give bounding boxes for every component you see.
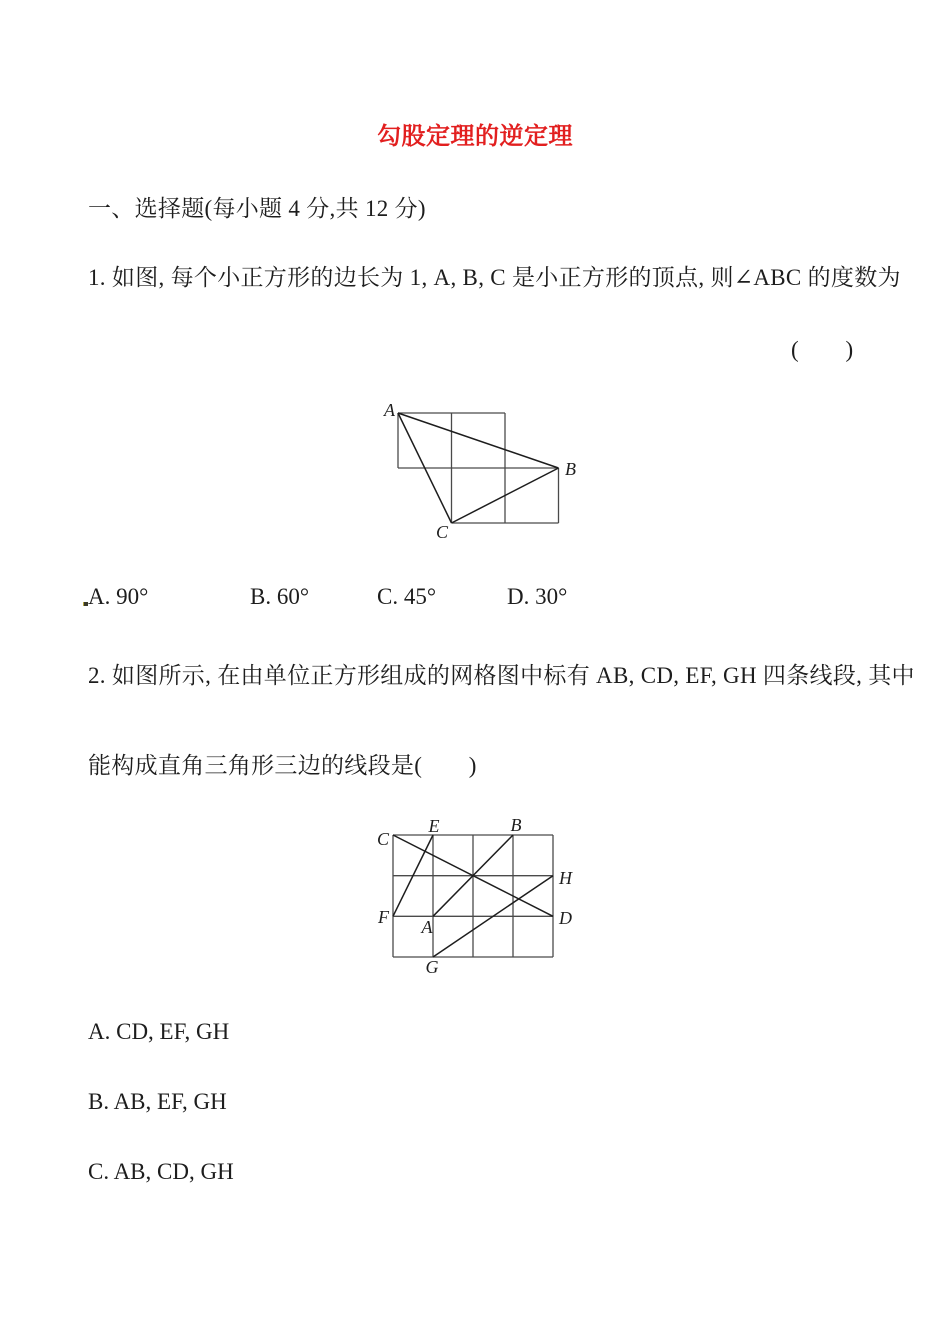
- q2-vertex-label-d: D: [559, 908, 572, 928]
- q1-option-c: C. 45°: [377, 584, 437, 609]
- q2-grid-lines: [393, 835, 553, 957]
- q2-option-c: C. AB, CD, GH: [88, 1159, 234, 1184]
- q1-vertex-label-a: A: [384, 400, 395, 420]
- q2-vertex-label-e: E: [428, 816, 440, 836]
- q2-figure-svg: [350, 800, 590, 985]
- question-1-stem: 1. 如图, 每个小正方形的边长为 1, A, B, C 是小正方形的顶点, 则∠ABC 的度数为: [88, 265, 901, 290]
- question-2-figure: [350, 800, 590, 985]
- question-1-figure: [370, 395, 590, 545]
- q2-vertex-label-c: C: [376, 829, 389, 849]
- q2-vertex-label-b: B: [510, 815, 522, 835]
- q2-option-a: A. CD, EF, GH: [88, 1019, 230, 1044]
- q1-vertex-label-b: B: [565, 459, 576, 479]
- q2-vertex-label-a: A: [421, 917, 433, 937]
- q2-vertex-label-h: H: [559, 868, 572, 888]
- q1-grid-lines: [398, 413, 559, 523]
- q1-option-a: A. 90°: [88, 584, 149, 609]
- q2-vertex-label-g: G: [425, 957, 439, 977]
- q2-option-b: B. AB, EF, GH: [88, 1089, 227, 1114]
- q1-vertex-label-c: C: [435, 522, 449, 542]
- q1-option-b: B. 60°: [250, 584, 310, 609]
- section-heading: 一、选择题(每小题 4 分,共 12 分): [88, 196, 426, 221]
- page-title: 勾股定理的逆定理: [377, 124, 573, 150]
- question-1-answer-blank: ( ): [791, 337, 854, 362]
- q1-option-d: D. 30°: [507, 584, 568, 609]
- question-2-stem-line2: 能构成直角三角形三边的线段是( ): [88, 753, 477, 778]
- q2-vertex-label-f: F: [378, 907, 389, 927]
- q1-figure-svg: [370, 395, 590, 545]
- question-2-stem-line1: 2. 如图所示, 在由单位正方形组成的网格图中标有 AB, CD, EF, GH 四条线段, 其中: [88, 663, 915, 688]
